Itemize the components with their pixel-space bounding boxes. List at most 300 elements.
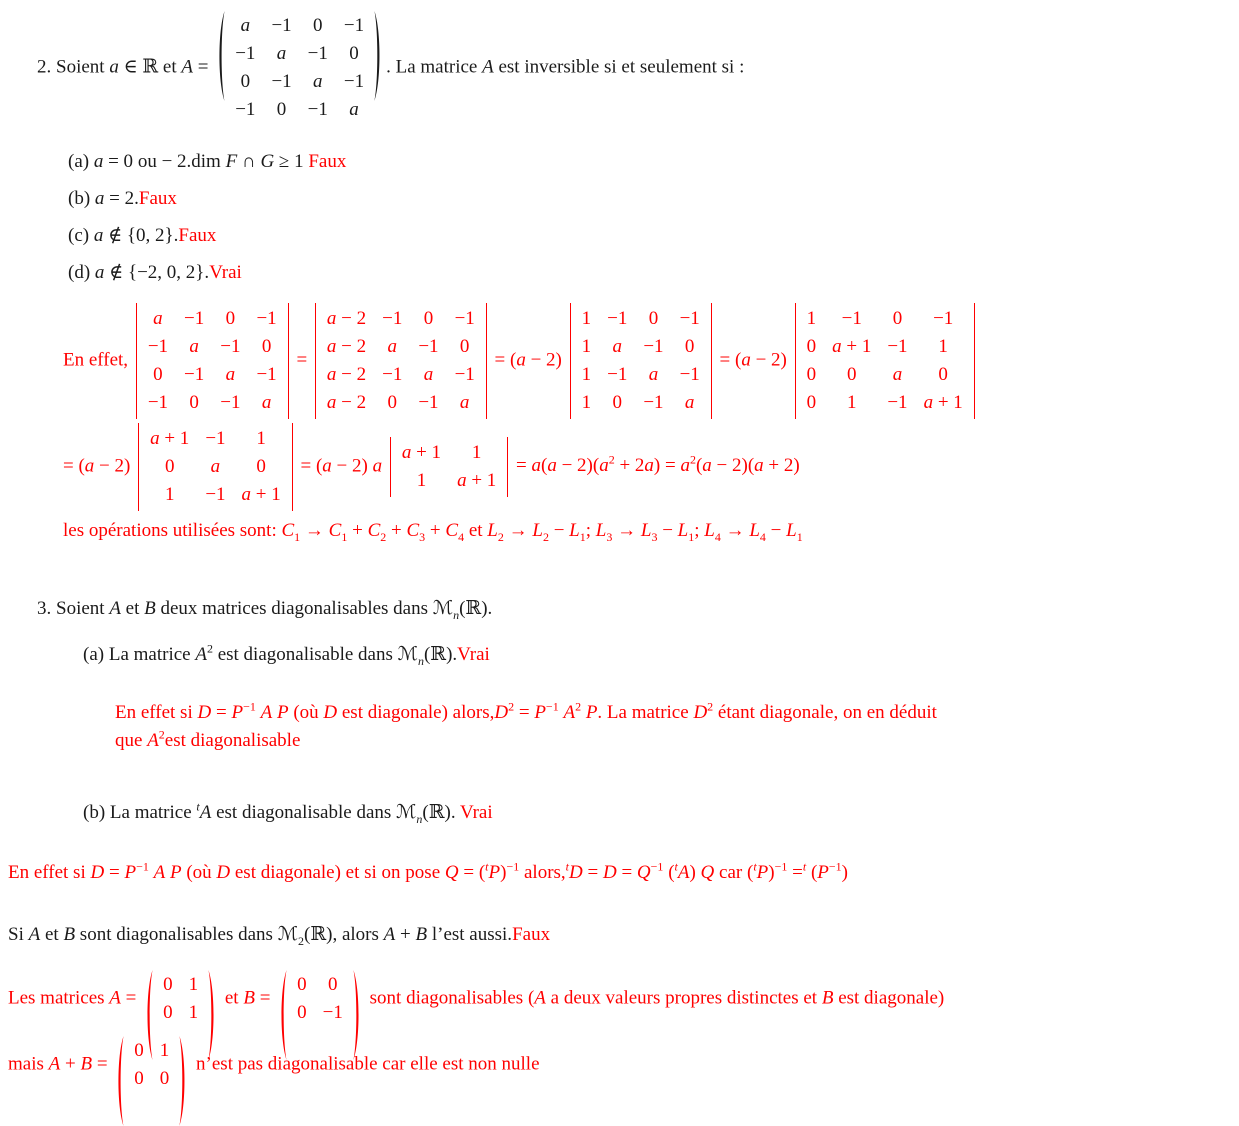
text-run: et [468, 520, 488, 541]
matrix-cell: 1 [256, 428, 266, 449]
text-run: En effet si [8, 862, 91, 883]
math-variable: a [457, 470, 467, 491]
math-variable: A [199, 802, 212, 823]
math-run [216, 862, 230, 883]
math-variable: B [243, 987, 255, 1009]
text-run: dim [191, 151, 226, 172]
text-run: (où [181, 862, 217, 883]
right-paren-icon [179, 1036, 188, 1126]
subscript: 4 [458, 529, 465, 544]
matrix-cell: a + 1 [457, 470, 497, 491]
subscript: 1 [294, 529, 301, 544]
math-run [63, 924, 75, 945]
matrix-cell: −1 [679, 364, 700, 385]
math-variable: Q [636, 862, 651, 883]
superscript: 2 [206, 641, 213, 656]
math-variable: a [599, 455, 609, 477]
subscript: 1 [796, 529, 803, 544]
matrix-cell: −1 [256, 364, 277, 385]
matrix-cell: 0 [163, 974, 173, 995]
q3-item-a [83, 641, 1239, 669]
math-variable: F [225, 151, 238, 172]
matrix-cell: −1 [220, 336, 241, 357]
math-run: a ∈ ℝ [109, 56, 159, 78]
math-variable: A [563, 702, 576, 723]
matrix-cell: −1 [607, 364, 628, 385]
math-variable: A [153, 862, 166, 883]
text-run: et [40, 924, 64, 945]
math-variable: a [923, 392, 934, 413]
math-run: ℳ$_n$(ℝ). [396, 802, 456, 826]
math-run: A + B [383, 924, 428, 945]
text-run: est diagonale) et si on pose [230, 862, 445, 883]
matrix-grid [227, 10, 372, 126]
math-run: ℳ$_n$(ℝ). [397, 644, 458, 668]
math-run: $D = P^{-1}$ A P [197, 699, 289, 723]
matrix-cell: a + 1 [832, 336, 872, 357]
math-run: $L_2 \to L_2 - L_1$; $L_3 \to L_3 - L_1$; $L_4 \to L_4 - L_1$ [487, 520, 803, 544]
math-variable: a [754, 455, 764, 477]
math-variable: a [644, 455, 654, 477]
math-variable: t [753, 859, 757, 874]
matrix-cell: −1 [887, 336, 908, 357]
subscript: 3 [606, 529, 613, 544]
matrix-cell: −1 [147, 336, 169, 357]
q2-item-c [68, 222, 1239, 250]
superscript: 2 [689, 453, 696, 468]
text-run: et [158, 56, 182, 78]
subscript: 2 [380, 529, 387, 544]
math-variable: a [240, 15, 251, 36]
math-run: = (a − 2) a [295, 455, 383, 477]
math-run: = [291, 349, 312, 371]
q2-item-d [68, 259, 1239, 287]
math-variable: a [326, 392, 337, 413]
math-variable: a [276, 43, 287, 64]
math-variable: a [702, 455, 712, 477]
math-variable: A [260, 702, 273, 723]
math-document [0, 10, 1239, 1095]
math-variable: C [281, 520, 295, 541]
matrix-cell: 0 [225, 308, 236, 329]
matrix-cell: −1 [607, 308, 628, 329]
matrix-cell: 1 [416, 470, 427, 491]
subscript: 4 [759, 529, 766, 544]
text-run: et [120, 598, 145, 619]
matrix-cell: 0 [134, 1068, 144, 1089]
math-variable: a [459, 392, 470, 413]
text-run: est diagonalisable [164, 730, 301, 751]
math-variable: A [534, 987, 546, 1009]
matrix-cell: −1 [322, 1002, 343, 1023]
superscript: −1 [506, 859, 520, 874]
math-variable: a [84, 455, 95, 477]
matrix-cell: 0 [806, 364, 817, 385]
subscript: 4 [714, 529, 721, 544]
math-variable: A [383, 924, 396, 945]
math-variable: D [569, 862, 583, 883]
text-run: En effet, [63, 349, 133, 371]
matrix-cell: −1 [382, 308, 403, 329]
math-variable: A [28, 924, 41, 945]
math-variable: P [124, 862, 137, 883]
math-variable: a [612, 336, 622, 357]
matrix-grid [315, 303, 487, 419]
math-variable: Q [444, 862, 459, 883]
math-variable: t [485, 859, 489, 874]
math-run: a = 0 [93, 151, 138, 172]
math-variable: a [372, 455, 383, 477]
math-variable: a [741, 349, 751, 371]
text-run: est inversible si et seulement si : [493, 56, 745, 78]
matrix-grid [289, 969, 351, 1029]
math-variable: D [494, 702, 509, 723]
text-run: l’est aussi. [427, 924, 513, 945]
q3-item-b [83, 799, 1239, 827]
math-variable: a [94, 188, 105, 209]
math-run [144, 598, 156, 619]
matrix-cell: 0 [648, 308, 659, 329]
text-run: est diagonale) alors, [337, 702, 495, 723]
math-variable: a [150, 428, 160, 449]
q2-header [37, 10, 1239, 126]
matrix-cell: 0 [134, 1040, 144, 1061]
q3a-explanation [115, 699, 1239, 755]
math-variable: D [693, 702, 708, 723]
matrix-cell: 1 [159, 1040, 170, 1061]
matrix-cell [176, 333, 212, 361]
left-paren-icon [216, 11, 225, 101]
math-run: $^tD = D = Q^{-1}$ ($^t$A) Q [565, 859, 715, 883]
math-variable: B [821, 987, 834, 1009]
q2-item-b [68, 185, 1239, 213]
math-variable: a [241, 484, 252, 505]
matrix-cell [410, 361, 446, 389]
math-variable: a [547, 455, 557, 477]
matrix-cell: −1 [256, 308, 277, 329]
math-variable: a [349, 99, 359, 120]
math-variable: A [109, 598, 121, 619]
text-run: Vrai [455, 802, 493, 823]
math-variable: A [195, 644, 207, 665]
math-run: $D^2 = P^{-1}$ $A^2$ P. [494, 699, 603, 723]
math-run: A = [109, 987, 142, 1009]
superscript: 2 [608, 453, 615, 468]
math-variable: L [786, 520, 797, 541]
math-run: . [386, 56, 396, 78]
math-variable: a [326, 336, 337, 357]
math-variable: a [94, 262, 105, 283]
determinant-matrix [570, 303, 712, 419]
matrix-cell: 0 [892, 308, 903, 329]
matrix-cell: −1 [841, 308, 862, 329]
matrix-cell: −1 [271, 15, 292, 36]
matrix [216, 10, 383, 126]
math-run: = (a − 2) [63, 455, 136, 477]
matrix-cell: 0 [938, 364, 948, 385]
matrix-cell: a + 1 [150, 428, 190, 449]
matrix-grid [155, 969, 206, 1029]
matrix-cell: 0 [349, 43, 359, 64]
matrix-cell: 1 [581, 308, 592, 329]
math-run: − 2. [161, 151, 192, 172]
math-run: $(^tP)^{-1} =^t$ $(P^{-1})$ [746, 859, 848, 883]
math-variable: n [453, 607, 460, 622]
matrix-cell [672, 389, 708, 417]
math-variable: L [569, 520, 580, 541]
matrix-cell: −1 [235, 43, 256, 64]
matrix-cell: 0 [328, 974, 338, 995]
math-variable: a [684, 392, 695, 413]
math-variable: D [197, 702, 212, 723]
text-run: deux matrices diagonalisables dans [155, 598, 433, 619]
superscript: 2 [575, 699, 582, 714]
math-variable: P [276, 702, 289, 723]
math-run [323, 702, 337, 723]
math-variable: B [80, 1053, 93, 1075]
math-run: $C_1 \to C_1 + C_2 + C_3 + C_4$ [281, 520, 465, 544]
math-variable: P [488, 862, 501, 883]
math-run: $Q = (^tP)^{-1}$ [444, 859, 520, 883]
superscript [803, 860, 806, 874]
matrix-cell: −1 [887, 392, 908, 413]
math-variable: n [417, 653, 424, 668]
superscript: −1 [650, 859, 664, 874]
matrix-cell: a − 2 [326, 336, 367, 357]
math-variable: P [817, 862, 829, 883]
math-run: = (a − 2) [714, 349, 792, 371]
math-run: $D = P^{-1}$ A P [90, 859, 182, 883]
matrix [144, 969, 217, 1029]
math-variable: L [487, 520, 498, 541]
math-variable: t [196, 799, 200, 814]
matrix-cell: −1 [343, 71, 365, 92]
subscript: 3 [651, 529, 658, 544]
matrix-grid [136, 303, 289, 419]
subscript [418, 654, 424, 668]
matrix-cell [140, 305, 176, 333]
math-variable: D [602, 862, 617, 883]
matrix-cell: 1 [581, 392, 592, 413]
math-variable: C [367, 520, 381, 541]
math-run: a = 2. [94, 188, 139, 209]
matrix-cell: −1 [643, 392, 664, 413]
math-variable: A [181, 56, 193, 78]
right-paren-icon [353, 970, 362, 1060]
matrix-cell [300, 68, 336, 96]
text-run: les opérations utilisées sont: [63, 520, 282, 541]
matrix-cell: a + 1 [923, 392, 963, 413]
matrix-cell: 0 [240, 71, 251, 92]
math-variable: A [677, 862, 690, 883]
text-run: mais [8, 1053, 49, 1075]
math-run [482, 56, 494, 77]
text-run: a deux valeurs propres distinctes et [545, 987, 822, 1009]
matrix-cell: 0 [163, 1002, 173, 1023]
matrix-cell: 0 [297, 1002, 307, 1023]
matrix-cell [248, 389, 284, 417]
math-run: B = [243, 987, 276, 1009]
left-paren-icon [278, 970, 287, 1060]
math-variable: D [90, 862, 105, 883]
math-variable: L [640, 520, 652, 541]
matrix-cell: 0 [164, 456, 175, 477]
matrix-cell: 0 [846, 364, 857, 385]
text-run: sont diagonalisables dans [75, 924, 278, 945]
text-run: est diagonalisable dans [211, 802, 397, 823]
matrix-cell: 0 [612, 392, 622, 413]
math-variable: a [189, 336, 199, 357]
text-run: Faux [138, 188, 177, 209]
math-variable: A [109, 987, 121, 1009]
matrix-cell: 1 [188, 974, 199, 995]
superscript: −1 [774, 859, 788, 874]
text-run: et [220, 987, 244, 1009]
matrix-cell: −1 [418, 336, 439, 357]
matrix-cell: 0 [256, 456, 266, 477]
matrix-cell: 1 [581, 336, 592, 357]
math-variable: a [401, 442, 412, 463]
text-run: 2. Soient [37, 56, 110, 78]
math-variable: B [63, 924, 76, 945]
matrix-cell: 0 [261, 336, 272, 357]
matrix-cell: −1 [184, 364, 205, 385]
math-variable: P [756, 862, 769, 883]
matrix-cell: 0 [276, 99, 287, 120]
mais-line [8, 1035, 1239, 1095]
matrix-cell: 1 [938, 336, 948, 357]
math-variable: Q [700, 862, 715, 883]
matrix-cell: 0 [684, 336, 695, 357]
matrix-cell: −1 [147, 392, 169, 413]
matrix-cell: −1 [307, 43, 328, 64]
subscript: 2 [542, 529, 549, 544]
matrix-cell [599, 333, 635, 361]
math-variable: D [216, 862, 231, 883]
text-run: 3. Soient [37, 598, 110, 619]
document-blocks [0, 10, 1239, 1095]
text-run: est diagonalisable dans [212, 644, 398, 665]
math-variable: a [892, 364, 903, 385]
math-variable: a [531, 455, 541, 477]
matrix-cell: 0 [313, 15, 323, 36]
text-run: que [115, 730, 148, 751]
math-variable: a [322, 455, 332, 477]
matrix-cell: 0 [297, 974, 307, 995]
math-run [195, 641, 213, 665]
math-variable: a [680, 455, 690, 477]
right-paren-icon [208, 970, 217, 1060]
math-run [693, 699, 714, 723]
matrix-cell: 0 [423, 308, 434, 329]
math-run [196, 799, 212, 823]
matrix-grid [795, 303, 975, 419]
text-run: étant diagonale, on en déduit [713, 702, 937, 723]
matrix-cell: 0 [153, 364, 163, 385]
determinant-matrix [795, 303, 975, 419]
superscript: −1 [828, 859, 842, 874]
matrix-cell: −1 [184, 308, 205, 329]
text-run: Vrai [457, 644, 490, 665]
matrix-cell: −1 [220, 392, 241, 413]
q2-item-a [68, 148, 1239, 176]
q3b-explanation [8, 859, 1239, 887]
text-run: sont diagonalisables ( [364, 987, 535, 1009]
matrix-cell: −1 [679, 308, 700, 329]
text-run: (b) [68, 188, 95, 209]
determinant-matrix [138, 423, 293, 511]
superscript: 2 [158, 727, 165, 742]
matrix-grid [570, 303, 712, 419]
math-variable: P [585, 702, 598, 723]
subscript: 1 [579, 529, 586, 544]
matrix-cell [374, 333, 410, 361]
math-run: ℳ$_2$(ℝ), [277, 924, 338, 948]
math-run: A + B = [48, 1053, 113, 1075]
math-variable: a [261, 392, 272, 413]
math-variable: a [210, 456, 221, 477]
superscript: −1 [243, 699, 256, 714]
math-run [534, 987, 546, 1008]
matrix-cell: −1 [382, 364, 403, 385]
text-run: Faux [512, 924, 551, 945]
matrix-cell: 1 [164, 484, 175, 505]
matrix-cell: a − 2 [326, 308, 367, 329]
math-variable: A [48, 1053, 61, 1075]
matrix-cell: −1 [643, 336, 664, 357]
math-variable: L [749, 520, 760, 541]
matrix-cell [336, 96, 372, 124]
matrix-cell [212, 361, 248, 389]
matrix-cell: a − 2 [326, 392, 367, 413]
math-run: A = [181, 56, 214, 78]
math-run [29, 924, 41, 945]
si-statement [8, 921, 1239, 949]
math-variable: a [93, 225, 104, 246]
text-run: (où [288, 702, 324, 723]
matrix [115, 1035, 188, 1095]
matrix-cell: −1 [271, 71, 292, 92]
matrix-cell: −1 [933, 308, 954, 329]
matrix-cell: a − 2 [326, 364, 367, 385]
text-run: est diagonale) [833, 987, 945, 1009]
text-run: (a) [68, 151, 94, 172]
text-run: Faux [178, 225, 217, 246]
math-variable: L [677, 520, 689, 541]
subscript [453, 608, 459, 622]
math-variable: a [109, 56, 119, 78]
math-variable: G [260, 151, 275, 172]
superscript: 2 [508, 699, 515, 714]
text-run: La matrice [602, 702, 694, 723]
math-variable: n [416, 811, 423, 826]
subscript [416, 812, 422, 826]
q3-header [37, 595, 1239, 623]
math-run: F ∩ G ≥ 1 [225, 151, 309, 172]
matrix-cell: −1 [454, 308, 475, 329]
matrix-cell: −1 [343, 15, 365, 36]
math-variable: L [595, 520, 607, 541]
math-run [147, 727, 165, 751]
matrix-cell [879, 361, 915, 389]
math-run: a ∉ {−2, 0, 2}. [94, 262, 210, 283]
math-variable: P [169, 862, 182, 883]
math-variable: A [482, 56, 494, 78]
superscript: −1 [545, 699, 559, 714]
math-variable: B [415, 924, 428, 945]
math-variable: a [225, 364, 236, 385]
matrix-cell: −1 [454, 364, 475, 385]
